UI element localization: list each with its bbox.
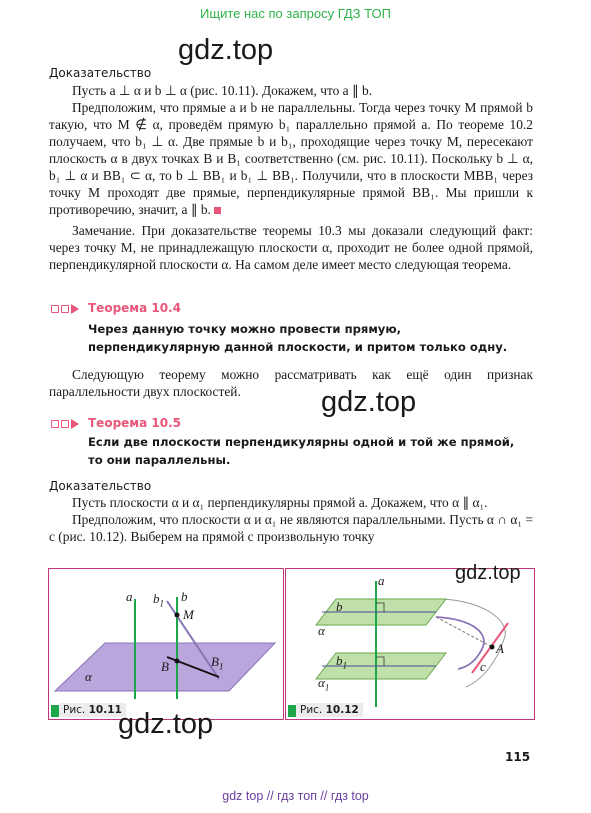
proof-block-1 <box>49 82 533 218</box>
proof1-paragraph-2 <box>49 99 533 218</box>
label-m: M <box>183 607 194 622</box>
watermark: gdz.top <box>455 562 521 584</box>
theorem-10-5-text: Если две плоскости перпендикулярны одной и той же прямой, то они параллельны. <box>88 435 515 467</box>
proof-block-2 <box>49 494 533 545</box>
proof1-paragraph-1: Пусть a ⊥ α и b ⊥ α (рис. 10.11). Докажем, что a ∥ b. <box>72 83 373 98</box>
arc-outer-shape <box>436 599 505 687</box>
label-b: b <box>336 599 343 614</box>
watermark: gdz.top <box>178 34 274 66</box>
point-m-shape <box>175 613 180 618</box>
label-capital-b: B <box>161 659 169 674</box>
label-alpha1-text: α <box>318 675 325 690</box>
arc-inner-shape <box>436 617 484 669</box>
label-capital-a: A <box>496 641 504 656</box>
remark-block <box>49 222 533 273</box>
label-b: b <box>181 589 188 604</box>
page-number: 115 <box>505 750 531 764</box>
figure-corner-marker <box>51 705 59 717</box>
between-paragraph: Следующую теорему можно рассматривать как ещё один признак параллельности двух плоскостей. <box>49 367 533 399</box>
proof2-paragraph-2: Предположим, что плоскости α и α₁ не являются параллельными. Пусть α ∩ α₁ = c (рис. 10.12). Выберем на прямой c произвольную точку <box>49 512 533 544</box>
point-a-shape <box>490 645 495 650</box>
label-a: a <box>378 573 385 588</box>
proof2-paragraph-1: Пусть плоскости α и α₁ перпендикулярны прямой a. Докажем, что α ∥ α₁. <box>72 495 488 510</box>
between-block <box>49 366 533 400</box>
proof1-paragraph-2-text: Предположим, что прямые a и b не параллельны. Тогда через точку M прямой b такую, что M ∉ α, проведём прямую b₁ параллельно прямой a. По теореме 10.2 получаем, что b₁ ⊥ α. Две прямые b и b₁, проходящие через точку M, пересекают плоскость α в двух точках B и B₁ соответственно (см. рис. 10.11). Поскольку b ⊥ α, b₁ ⊥ α и BB₁ ⊂ α, то b ⊥ BB₁ и b₁ ⊥ BB₁. Получили, что в плоскости MBB₁ через точку M проходят две прямые, перпендикулярные прямой BB₁. Мы пришли к противоречию, значит, a ∥ b. <box>49 100 533 217</box>
label-b1 <box>336 653 347 671</box>
label-b1 <box>153 591 164 609</box>
figure-10-11-caption <box>59 703 126 717</box>
label-b1-point-text: B <box>211 654 219 669</box>
theorem-marker-icon <box>51 419 79 429</box>
bottom-banner[interactable]: gdz top // гдз топ // гдз top <box>222 789 369 803</box>
label-alpha: α <box>318 623 325 638</box>
top-banner[interactable]: Ищите нас по запросу ГДЗ ТОП <box>200 6 391 21</box>
label-alpha1-sub: 1 <box>324 682 330 693</box>
theorem-10-4-title: Теорема 10.4 <box>88 301 181 315</box>
label-b1-text: b <box>153 591 160 606</box>
caption-prefix: Рис. <box>300 704 326 716</box>
figure-corner-marker <box>288 705 296 717</box>
remark-paragraph: Замечание. При доказательстве теоремы 10.3 мы доказали следующий факт: через точку M, не принадлежащую плоскости α, проходит не более одной прямой, перпендикулярной плоскости α. На самом деле имеет место следующая теорема. <box>49 223 533 272</box>
figure-10-12-caption <box>296 703 363 717</box>
label-b1-text: b <box>336 653 343 668</box>
proof-heading: Доказательство <box>49 66 152 80</box>
label-alpha1 <box>318 675 329 693</box>
theorem-marker-icon <box>51 304 79 314</box>
label-c: c <box>480 659 486 674</box>
theorem-10-4-text: Через данную точку можно провести прямую, перпендикулярную данной плоскости, и притом только одну. <box>88 322 508 354</box>
watermark: gdz.top <box>118 708 214 740</box>
watermark: gdz.top <box>321 386 417 418</box>
figure-10-12 <box>285 568 535 720</box>
proof-heading-2: Доказательство <box>49 479 152 493</box>
label-b1-sub: 1 <box>342 660 347 671</box>
end-of-proof-icon <box>214 207 221 214</box>
label-alpha: α <box>85 669 92 684</box>
caption-number: 10.11 <box>88 704 122 716</box>
point-b-shape <box>175 659 180 664</box>
caption-prefix: Рис. <box>63 704 89 716</box>
figure-10-11-drawing <box>49 569 283 719</box>
label-a: a <box>126 589 133 604</box>
label-b1-point-sub: 1 <box>218 661 224 672</box>
theorem-10-5-title: Теорема 10.5 <box>88 416 181 430</box>
label-b1-sub: 1 <box>159 598 164 609</box>
figure-10-11 <box>48 568 284 720</box>
label-b1-point <box>211 654 223 672</box>
caption-number: 10.12 <box>325 704 359 716</box>
